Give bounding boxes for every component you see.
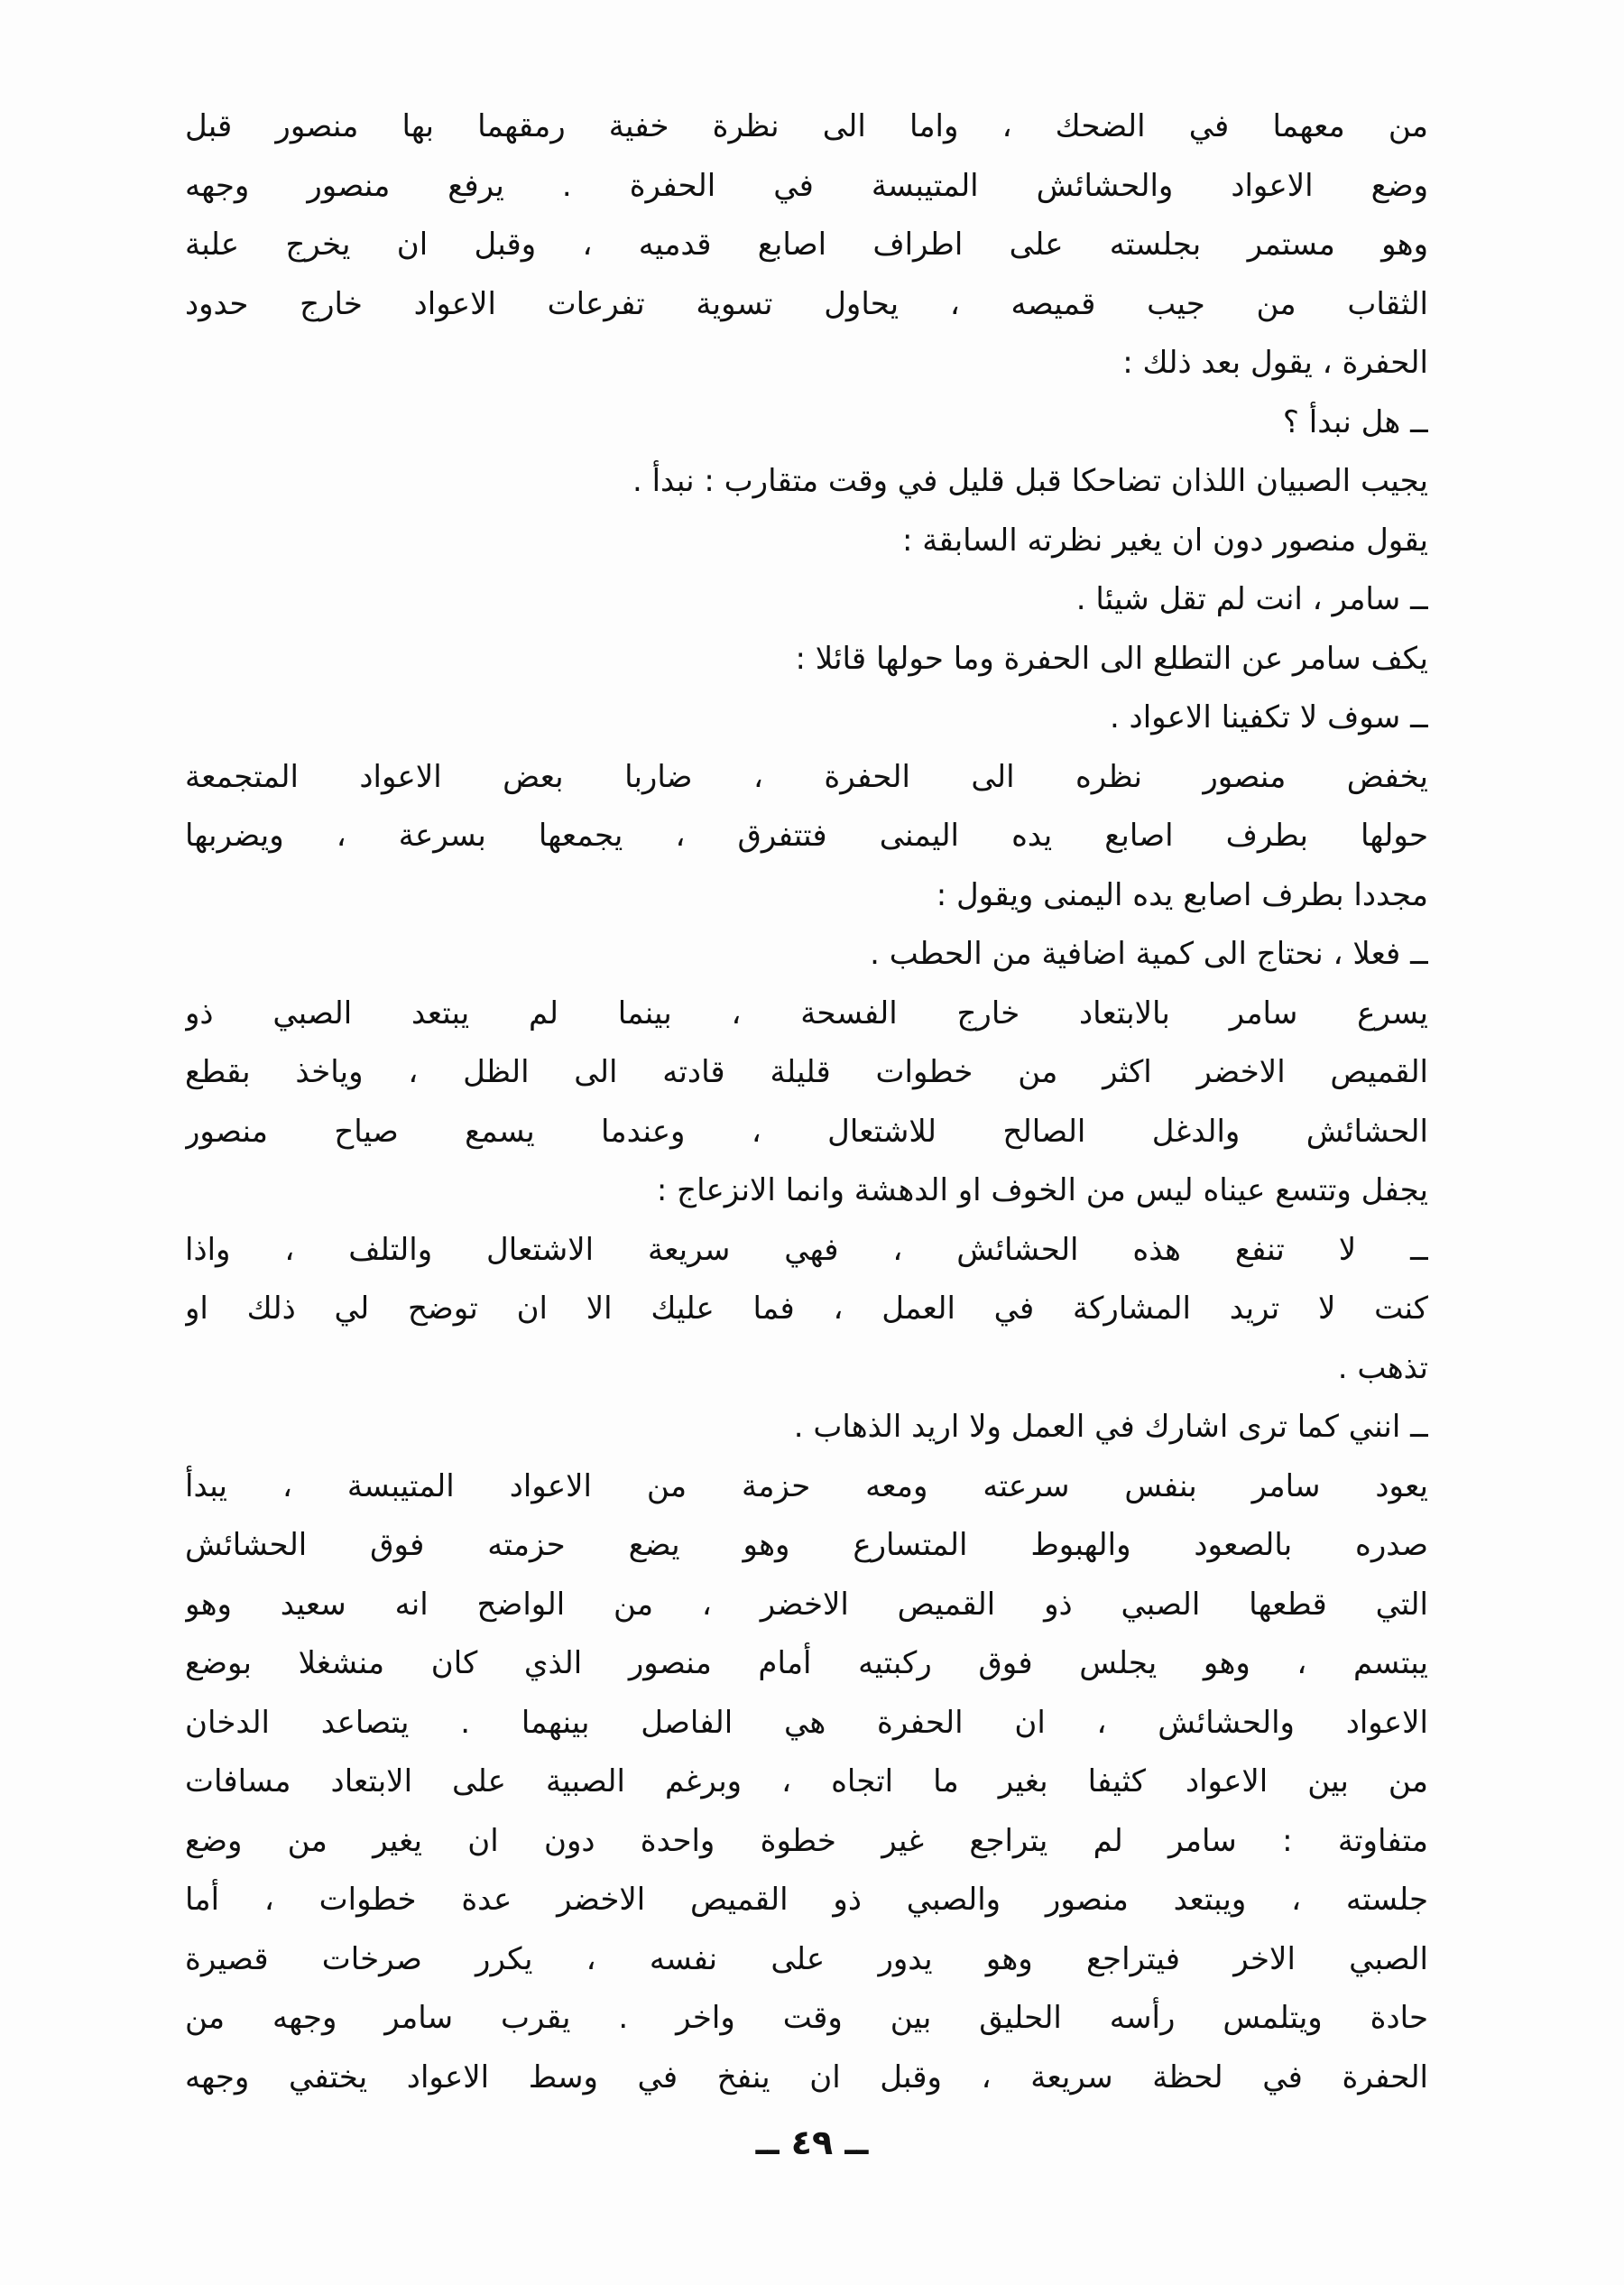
text-line: الحشائش والدغل الصالح للاشتعال ، وعندما يسمع صياح منصور bbox=[185, 1113, 1428, 1150]
text-line: من بين الاعواد كثيفا بغير ما اتجاه ، وبرغم الصبية على الابتعاد مسافات bbox=[185, 1763, 1428, 1799]
text-line: الحفرة ، يقول بعد ذلك : bbox=[1122, 345, 1428, 381]
text-line: يقول منصور دون ان يغير نظرته السابقة : bbox=[902, 522, 1428, 559]
text-line: يبتسم ، وهو يجلس فوق ركبتيه أمام منصور الذي كان منشغلا بوضع bbox=[185, 1645, 1428, 1681]
text-line: القميص الاخضر اكثر من خطوات قليلة قادته الى الظل ، وياخذ بقطع bbox=[185, 1054, 1428, 1090]
text-line: كنت لا تريد المشاركة في العمل ، فما عليك الا ان توضح لي ذلك او bbox=[185, 1291, 1428, 1327]
text-line: ــ لا تنفع هذه الحشائش ، فهي سريعة الاشتعال والتلف ، واذا bbox=[185, 1231, 1428, 1268]
text-line: تذهب . bbox=[1337, 1349, 1428, 1386]
text-line: الحفرة في لحظة سريعة ، وقبل ان ينفخ في وسط الاعواد يختفي وجهه bbox=[185, 2058, 1428, 2095]
text-line: ــ هل نبدأ ؟ bbox=[1282, 403, 1428, 440]
text-line: جلسته ، ويبتعد منصور والصبي ذو القميص الاخضر عدة خطوات ، أما bbox=[185, 1882, 1428, 1918]
text-line: الاعواد والحشائش ، ان الحفرة هي الفاصل بينهما . يتصاعد الدخان bbox=[185, 1704, 1428, 1741]
text-line: ــ سامر ، انت لم تقل شيئا . bbox=[1075, 581, 1428, 617]
text-line: يخفض منصور نظره الى الحفرة ، ضاربا بعض الاعواد المتجمعة bbox=[185, 758, 1428, 795]
text-line: ــ فعلا ، نحتاج الى كمية اضافية من الحطب . bbox=[870, 936, 1428, 972]
text-line: حولها بطرف اصابع يده اليمنى فتتفرق ، يجمعها بسرعة ، ويضربها bbox=[185, 818, 1428, 854]
text-line: الثقاب من جيب قميصه ، يحاول تسوية تفرعات الاعواد خارج حدود bbox=[185, 285, 1428, 322]
text-line: متفاوتة : سامر لم يتراجع غير خطوة واحدة دون ان يغير من وضع bbox=[185, 1822, 1428, 1859]
text-line: الصبي الاخر فيتراجع وهو يدور على نفسه ، يكرر صرخات قصيرة bbox=[185, 1940, 1428, 1977]
body-text bbox=[185, 97, 1428, 2107]
text-line: وهو مستمر بجلسته على اطراف اصابع قدميه ، وقبل ان يخرج علبة bbox=[185, 227, 1428, 263]
page-number: ــ ٤٩ ــ bbox=[755, 2123, 869, 2162]
text-line: وضع الاعواد والحشائش المتيبسة في الحفرة . يرفع منصور وجهه bbox=[185, 167, 1428, 204]
text-line: يكف سامر عن التطلع الى الحفرة وما حولها قائلا : bbox=[795, 640, 1428, 677]
text-line: يجفل وتتسع عيناه ليس من الخوف او الدهشة وانما الانزعاج : bbox=[656, 1172, 1428, 1208]
text-line: من معهما في الضحك ، واما الى نظرة خفية رمقهما بها منصور قبل bbox=[185, 108, 1428, 144]
text-line: التي قطعها الصبي ذو القميص الاخضر ، من الواضح انه سعيد وهو bbox=[185, 1586, 1428, 1623]
text-line: مجددا بطرف اصابع يده اليمنى ويقول : bbox=[936, 876, 1428, 913]
text-line: صدره بالصعود والهبوط المتسارع وهو يضع حزمته فوق الحشائش bbox=[185, 1527, 1428, 1563]
text-line: حادة ويتلمس رأسه الحليق بين وقت واخر . يقرب سامر وجهه من bbox=[185, 2000, 1428, 2036]
text-line: ــ سوف لا تكفينا الاعواد . bbox=[1109, 699, 1428, 735]
text-line: يعود سامر بنفس سرعته ومعه حزمة من الاعواد المتيبسة ، يبدأ bbox=[185, 1467, 1428, 1504]
text-line: ــ انني كما ترى اشارك في العمل ولا اريد الذهاب . bbox=[793, 1409, 1428, 1445]
text-line: يجيب الصبيان اللذان تضاحكا قبل قليل في وقت متقارب : نبدأ . bbox=[632, 463, 1428, 499]
text-line: يسرع سامر بالابتعاد خارج الفسحة ، بينما لم يبتعد الصبي ذو bbox=[185, 994, 1428, 1031]
